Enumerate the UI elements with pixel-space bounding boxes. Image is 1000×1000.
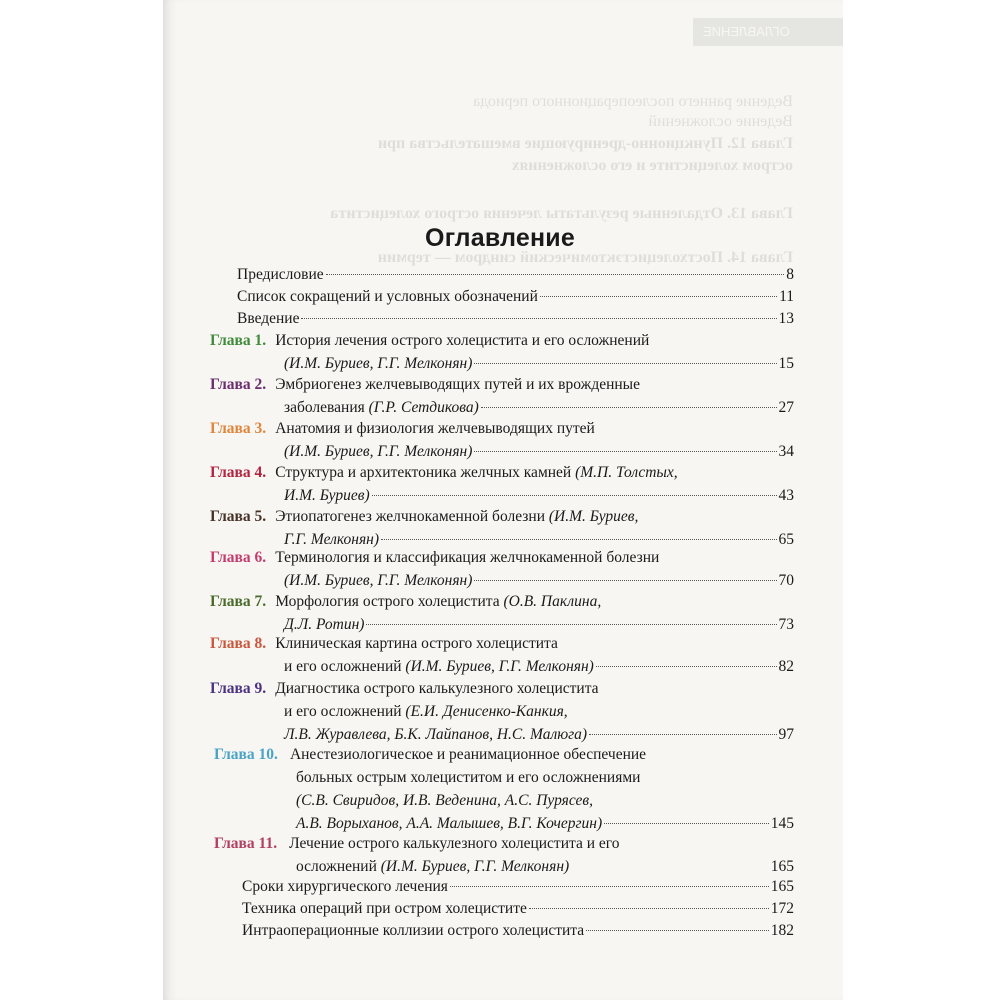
- dot-leader: [474, 451, 776, 452]
- chapter-authors: (И.М. Буриев,: [548, 508, 639, 525]
- chapter-label: Глава 7.: [210, 593, 267, 610]
- toc-entry-abbreviations: [237, 285, 794, 308]
- page-number: 97: [778, 726, 794, 743]
- dot-leader: [571, 866, 769, 867]
- page-number: 145: [770, 815, 794, 832]
- toc-chapter-2: [210, 373, 794, 419]
- dot-leader: [474, 580, 776, 581]
- page-number: 34: [778, 443, 794, 460]
- bleed-line: Глава 12. Пункционно-дренирующие вмешательства при: [377, 135, 793, 152]
- bleed-line: Ведение раннего послеоперационного периода: [473, 93, 793, 110]
- toc-chapter-8: [210, 632, 794, 678]
- toc-chapter-3: [210, 417, 794, 463]
- chapter-title: Анестезиологическое и реанимационное обеспечение: [289, 746, 647, 763]
- chapter-authors-cont: Д.Л. Ротин): [284, 616, 365, 633]
- chapter-title: Анатомия и физиология желчевыводящих путей: [275, 420, 595, 437]
- chapter-title: Диагностика острого калькулезного холецистита: [275, 680, 599, 697]
- chapter-authors: (О.В. Паклина,: [503, 593, 602, 610]
- section-title: Интраоперационные коллизии острого холецистита: [242, 922, 585, 939]
- chapter-authors: (Г.Р. Сетдикова): [368, 399, 479, 416]
- dot-leader: [604, 823, 769, 824]
- page-number: 165: [770, 858, 794, 875]
- chapter-title-cont: больных острым холециститом и его осложнениями: [296, 769, 641, 786]
- dot-leader: [366, 624, 776, 625]
- page-number: 27: [778, 399, 794, 416]
- dot-leader: [474, 363, 776, 364]
- dot-leader: [529, 908, 769, 909]
- page-number: 8: [786, 266, 794, 283]
- page-number: 13: [778, 310, 794, 327]
- page-number: 70: [778, 572, 794, 589]
- toc-chapter-5: [210, 505, 794, 551]
- chapter-label: Глава 1.: [210, 332, 267, 349]
- bleed-line: Ведение осложнений: [648, 113, 793, 130]
- page-number: 82: [778, 658, 794, 675]
- chapter-authors-cont: И.М. Буриев): [284, 487, 370, 504]
- dot-leader: [586, 930, 769, 931]
- chapter-title-cont: и его осложнений: [284, 703, 406, 720]
- chapter-authors: (И.М. Буриев, Г.Г. Мелконян): [284, 355, 473, 372]
- chapter-authors: (И.М. Буриев, Г.Г. Мелконян): [284, 572, 473, 589]
- chapter-label: Глава 9.: [210, 680, 267, 697]
- chapter-label: Глава 11.: [214, 835, 278, 852]
- chapter-authors: (И.М. Буриев, Г.Г. Мелконян): [284, 443, 473, 460]
- chapter-title: Структура и архитектоника желчных камней: [275, 464, 576, 481]
- toc-chapter-11: [214, 832, 794, 878]
- entry-title: Введение: [237, 310, 300, 327]
- chapter-authors: (И.М. Буриев, Г.Г. Мелконян): [380, 858, 570, 875]
- section-title: Сроки хирургического лечения: [242, 878, 448, 895]
- bleed-line: Глава 14. Постхолецистэктомический синдром — термин: [377, 249, 793, 266]
- page-number: 43: [778, 487, 794, 504]
- chapter-title: Лечение острого калькулезного холецистита и его: [289, 835, 620, 852]
- chapter-label: Глава 6.: [210, 549, 267, 566]
- dot-leader: [301, 318, 776, 319]
- toc-chapter-7: [210, 590, 794, 636]
- page-number: 73: [778, 616, 794, 633]
- page-number: 11: [779, 288, 794, 305]
- chapter-title: Этиопатогенез желчнокаменной болезни: [275, 508, 549, 525]
- toc-chapter-1: [210, 329, 794, 375]
- chapter-authors-cont: Г.Г. Мелконян): [284, 531, 380, 548]
- toc-chapter-4: [210, 461, 794, 507]
- page-number: 65: [778, 531, 794, 548]
- bleed-line: остром холецистите и его осложнениях: [511, 157, 793, 174]
- dot-leader: [481, 407, 777, 408]
- toc-title: Оглавление: [425, 224, 575, 252]
- toc-section-intraoperative-collisions: [242, 919, 794, 942]
- bleed-line: Глава 13. Отдаленные результаты лечения острого холецистита: [330, 205, 793, 222]
- dot-leader: [381, 539, 776, 540]
- dot-leader: [372, 495, 777, 496]
- chapter-title-cont: и его осложнений: [284, 658, 406, 675]
- bleed-header: ОГЛАВЛЕНИЕ: [693, 18, 843, 46]
- chapter-label: Глава 10.: [214, 746, 278, 763]
- chapter-label: Глава 5.: [210, 508, 267, 525]
- page-number: 172: [770, 900, 794, 917]
- page-number: 165: [770, 878, 794, 895]
- toc-chapter-9: [210, 677, 794, 746]
- toc-section-operation-technique: [242, 897, 794, 920]
- chapter-title: Клиническая картина острого холецистита: [275, 635, 558, 652]
- section-title: Техника операций при остром холецистите: [242, 900, 527, 917]
- chapter-title: Эмбриогенез желчевыводящих путей и их врожденные: [275, 376, 640, 393]
- chapter-label: Глава 3.: [210, 420, 267, 437]
- chapter-authors: (И.М. Буриев, Г.Г. Мелконян): [405, 658, 594, 675]
- chapter-authors: (Е.И. Денисенко-Канкия,: [405, 703, 568, 720]
- chapter-label: Глава 8.: [210, 635, 267, 652]
- toc-section-surgery-timing: [242, 875, 794, 898]
- chapter-title-cont: осложнений: [296, 858, 381, 875]
- chapter-authors-cont: А.В. Ворыханов, А.А. Малышев, В.Г. Кочергин): [296, 815, 603, 832]
- entry-title: Предисловие: [237, 266, 324, 283]
- dot-leader: [589, 734, 776, 735]
- chapter-label: Глава 4.: [210, 464, 267, 481]
- chapter-label: Глава 2.: [210, 376, 267, 393]
- toc-entry-introduction: [237, 307, 794, 330]
- chapter-authors: (С.В. Свиридов, И.В. Веденина, А.С. Пурясев,: [296, 792, 593, 809]
- dot-leader: [450, 886, 769, 887]
- page-number: 15: [778, 355, 794, 372]
- chapter-title: Терминология и классификация желчнокаменной болезни: [275, 549, 660, 566]
- entry-title: Список сокращений и условных обозначений: [237, 288, 538, 305]
- page-number: 182: [770, 922, 794, 939]
- dot-leader: [596, 666, 777, 667]
- chapter-authors: (М.П. Толстых,: [575, 464, 678, 481]
- dot-leader: [326, 274, 785, 275]
- dot-leader: [540, 296, 777, 297]
- toc-chapter-10: [214, 743, 794, 835]
- chapter-title: История лечения острого холецистита и его осложнений: [275, 332, 650, 349]
- chapter-title: Морфология острого холецистита: [275, 593, 504, 610]
- toc-chapter-6: [210, 546, 794, 592]
- chapter-authors-cont: Л.В. Журавлева, Б.К. Лайпанов, Н.С. Малюга): [284, 726, 588, 743]
- chapter-title-cont: заболевания: [284, 399, 369, 416]
- toc-entry-preface: [237, 263, 794, 286]
